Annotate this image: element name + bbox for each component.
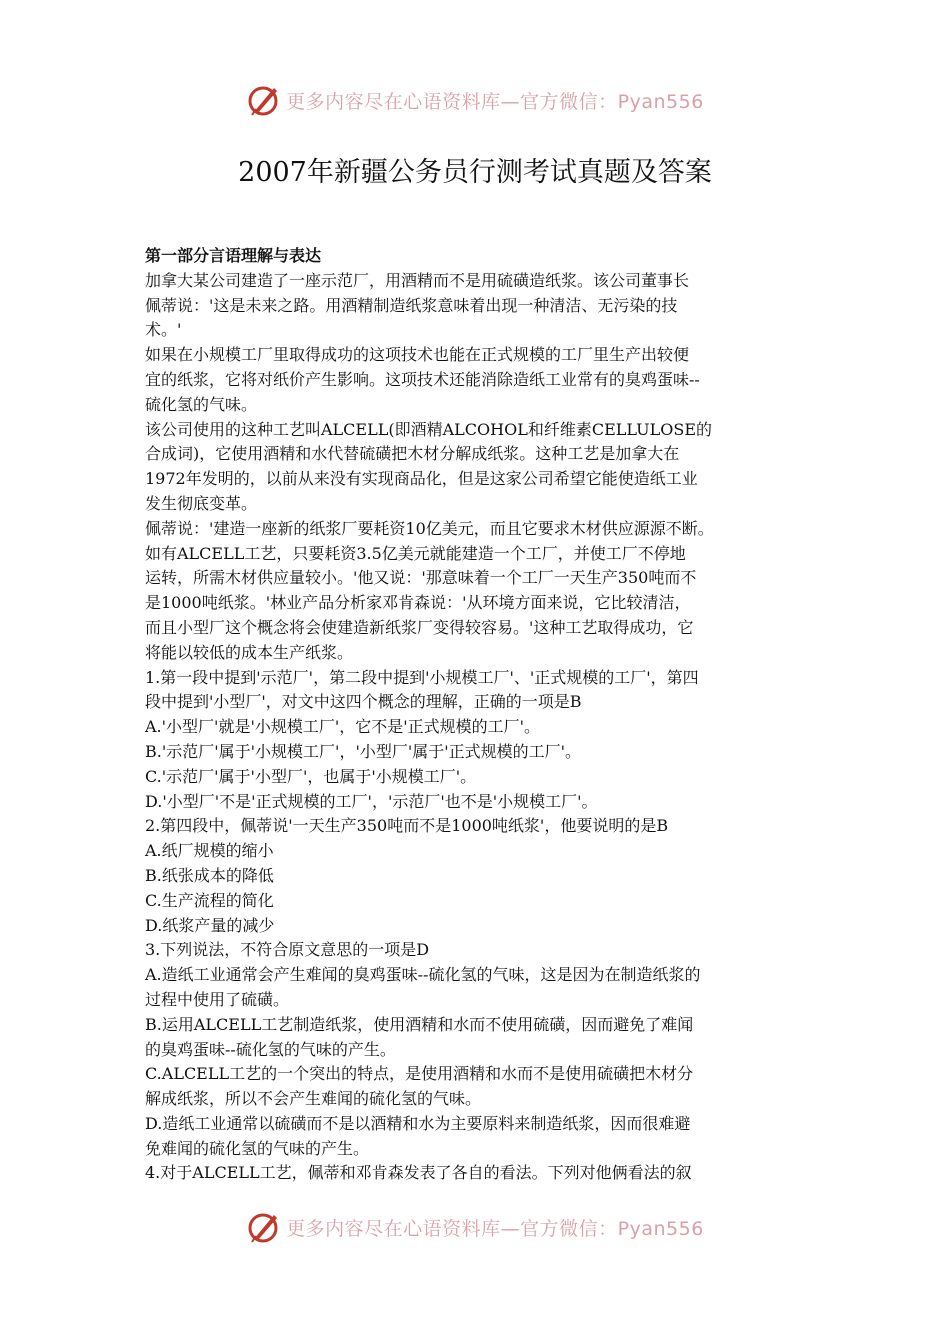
text-line: 佩蒂说：'建造一座新的纸浆厂要耗资10亿美元，而且它要求木材供应源源不断。 — [145, 518, 714, 538]
quill-logo-icon — [246, 1209, 282, 1245]
text-line: 硫化氢的气味。 — [145, 394, 258, 414]
text-line: 术。' — [145, 320, 182, 340]
text-line: 而且小型厂这个概念将会使建造新纸浆厂变得较容易。'这种工艺取得成功，它 — [145, 617, 694, 637]
text-line: 4.对于ALCELL工艺，佩蒂和邓肯森发表了各自的看法。下列对他俩看法的叙 — [145, 1163, 692, 1183]
text-line: 宜的纸浆，它将对纸价产生影响。这项技术还能消除造纸工业常有的臭鸡蛋味-- — [145, 369, 700, 389]
text-line: 如果在小规模工厂里取得成功的这项技术也能在正式规模的工厂里生产出较便 — [145, 345, 690, 365]
text-line: 解成纸浆，所以不会产生难闻的硫化氢的气味。 — [145, 1089, 482, 1109]
text-line: 过程中使用了硫磺。 — [145, 989, 290, 1009]
quill-logo-icon — [246, 82, 282, 118]
document-body — [145, 244, 813, 1186]
text-line: D.'小型厂'不是'正式规模的工厂'，'示范厂'也不是'小规模工厂'。 — [145, 791, 598, 811]
text-line: A.'小型厂'就是'小规模工厂'，它不是'正式规模的工厂'。 — [145, 717, 541, 737]
text-line: D.纸浆产量的减少 — [145, 915, 275, 935]
text-line: 1972年发明的，以前从来没有实现商品化，但是这家公司希望它能使造纸工业 — [145, 469, 698, 489]
text-line: 加拿大某公司建造了一座示范厂，用酒精而不是用硫磺造纸浆。该公司董事长 — [145, 270, 690, 290]
text-line: C.生产流程的简化 — [145, 890, 274, 910]
watermark-banner-bottom — [0, 1209, 950, 1245]
body-text — [145, 269, 813, 1186]
text-line: 段中提到'小型厂'，对文中这四个概念的理解，正确的一项是B — [145, 692, 582, 712]
watermark-banner-top — [0, 82, 950, 118]
text-line: A.纸厂规模的缩小 — [145, 841, 274, 861]
text-line: 佩蒂说：'这是未来之路。用酒精制造纸浆意味着出现一种清洁、无污染的技 — [145, 295, 678, 315]
text-line: 3.下列说法，不符合原文意思的一项是D — [145, 940, 430, 960]
text-line: D.造纸工业通常以硫磺而不是以酒精和水为主要原料来制造纸浆，因而很难避 — [145, 1113, 691, 1133]
text-line: 1.第一段中提到'示范厂'，第二段中提到'小规模工厂'、'正式规模的工厂'，第四 — [145, 667, 699, 687]
watermark-text: 更多内容尽在心语资料库—官方微信：Pyan556 — [286, 90, 704, 113]
text-line: 的臭鸡蛋味--硫化氢的气味的产生。 — [145, 1039, 396, 1059]
text-line: 发生彻底变革。 — [145, 493, 258, 513]
text-line: 将能以较低的成本生产纸浆。 — [145, 642, 354, 662]
section-heading: 第一部分言语理解与表达 — [145, 246, 322, 265]
text-line: B.纸张成本的降低 — [145, 865, 274, 885]
text-line: C.ALCELL工艺的一个突出的特点，是使用酒精和水而不是使用硫磺把木材分 — [145, 1064, 694, 1084]
document-title: 2007年新疆公务员行测考试真题及答案 — [238, 157, 712, 188]
text-line: B.运用ALCELL工艺制造纸浆，使用酒精和水而不使用硫磺，因而避免了难闻 — [145, 1014, 694, 1034]
text-line: 运转，所需木材供应量较小。'他又说：'那意味着一个工厂一天生产350吨而不 — [145, 568, 697, 588]
text-line: 合成词)，它使用酒精和水代替硫磺把木材分解成纸浆。这种工艺是加拿大在 — [145, 444, 680, 464]
watermark-text: 更多内容尽在心语资料库—官方微信：Pyan556 — [286, 1217, 704, 1240]
text-line: 免难闻的硫化氢的气味的产生。 — [145, 1138, 370, 1158]
text-line: A.造纸工业通常会产生难闻的臭鸡蛋味--硫化氢的气味，这是因为在制造纸浆的 — [145, 965, 701, 985]
text-line: 2.第四段中，佩蒂说'一天生产350吨而不是1000吨纸浆'，他要说明的是B — [145, 816, 669, 836]
text-line: 是1000吨纸浆。'林业产品分析家邓肯森说：'从环境方面来说，它比较清洁， — [145, 593, 691, 613]
text-line: 如有ALCELL工艺，只要耗资3.5亿美元就能建造一个工厂，并使工厂不停地 — [145, 543, 686, 563]
text-line: 该公司使用的这种工艺叫ALCELL(即酒精ALCOHOL和纤维素CELLULOSE的 — [145, 419, 712, 439]
text-line: B.'示范厂'属于'小规模工厂'，'小型厂'属于'正式规模的工厂'。 — [145, 741, 582, 761]
text-line: C.'示范厂'属于'小型厂'，也属于'小规模工厂'。 — [145, 766, 477, 786]
